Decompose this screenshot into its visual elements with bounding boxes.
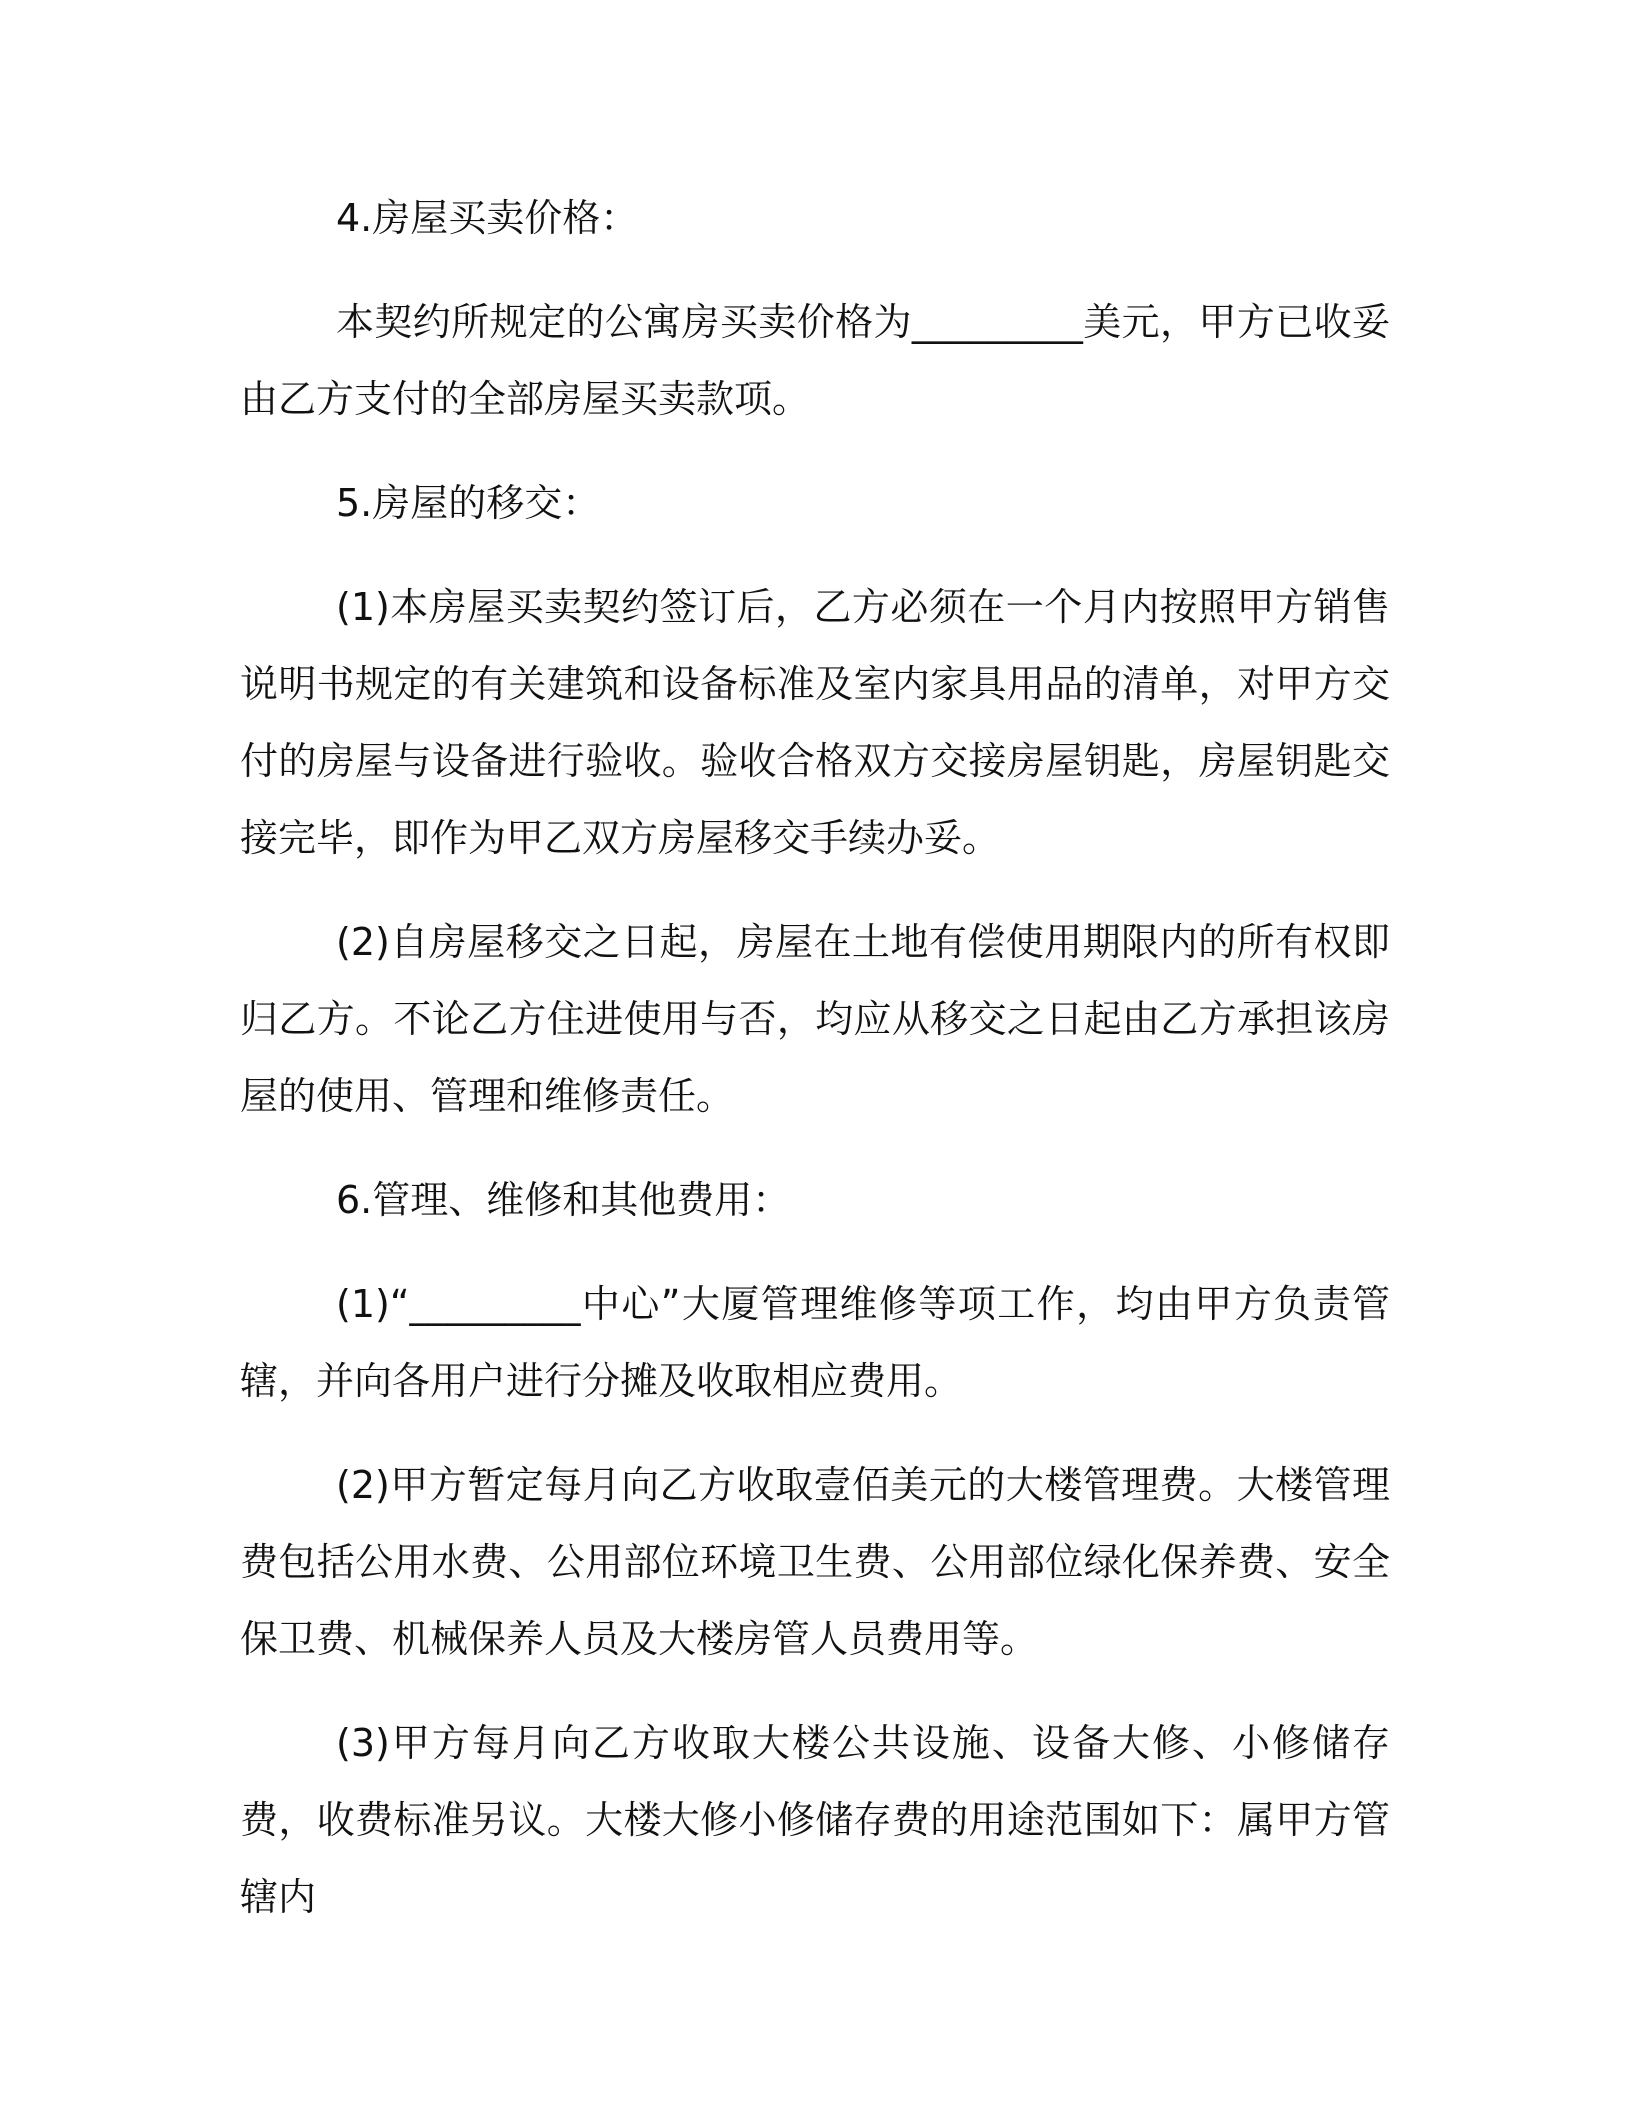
document-body [240,180,1390,1963]
paragraph-management-2: (2)甲方暂定每月向乙方收取壹佰美元的大楼管理费。大楼管理费包括公用水费、公用部位环境卫生费、公用部位绿化保养费、安全保卫费、机械保养人员及大楼房管人员费用等。 [240,1463,1390,1661]
paragraph-handover-1: (1)本房屋买卖契约签订后，乙方必须在一个月内按照甲方销售说明书规定的有关建筑和设备标准及室内家具用品的清单，对甲方交付的房屋与设备进行验收。验收合格双方交接房屋钥匙，房屋钥匙交接完毕，即作为甲乙双方房屋移交手续办妥。 [240,585,1390,860]
paragraph-handover-2: (2)自房屋移交之日起，房屋在土地有偿使用期限内的所有权即归乙方。不论乙方住进使用与否，均应从移交之日起由乙方承担该房屋的使用、管理和维修责任。 [240,920,1390,1118]
paragraph-management-1: (1)“_________中心”大厦管理维修等项工作，均由甲方负责管辖，并向各用户进行分摊及收取相应费用。 [240,1282,1390,1403]
paragraph-management-3: (3)甲方每月向乙方收取大楼公共设施、设备大修、小修储存费，收费标准另议。大楼大修小修储存费的用途范围如下：属甲方管辖内 [240,1721,1390,1919]
heading-house-handover: 5.房屋的移交： [336,481,601,525]
paragraph-price-terms: 本契约所规定的公寓房买卖价格为_________美元，甲方已收妥由乙方支付的全部房屋买卖款项。 [240,300,1390,421]
heading-house-price: 4.房屋买卖价格： [336,196,639,240]
heading-management-fees: 6.管理、维修和其他费用： [336,1178,791,1222]
